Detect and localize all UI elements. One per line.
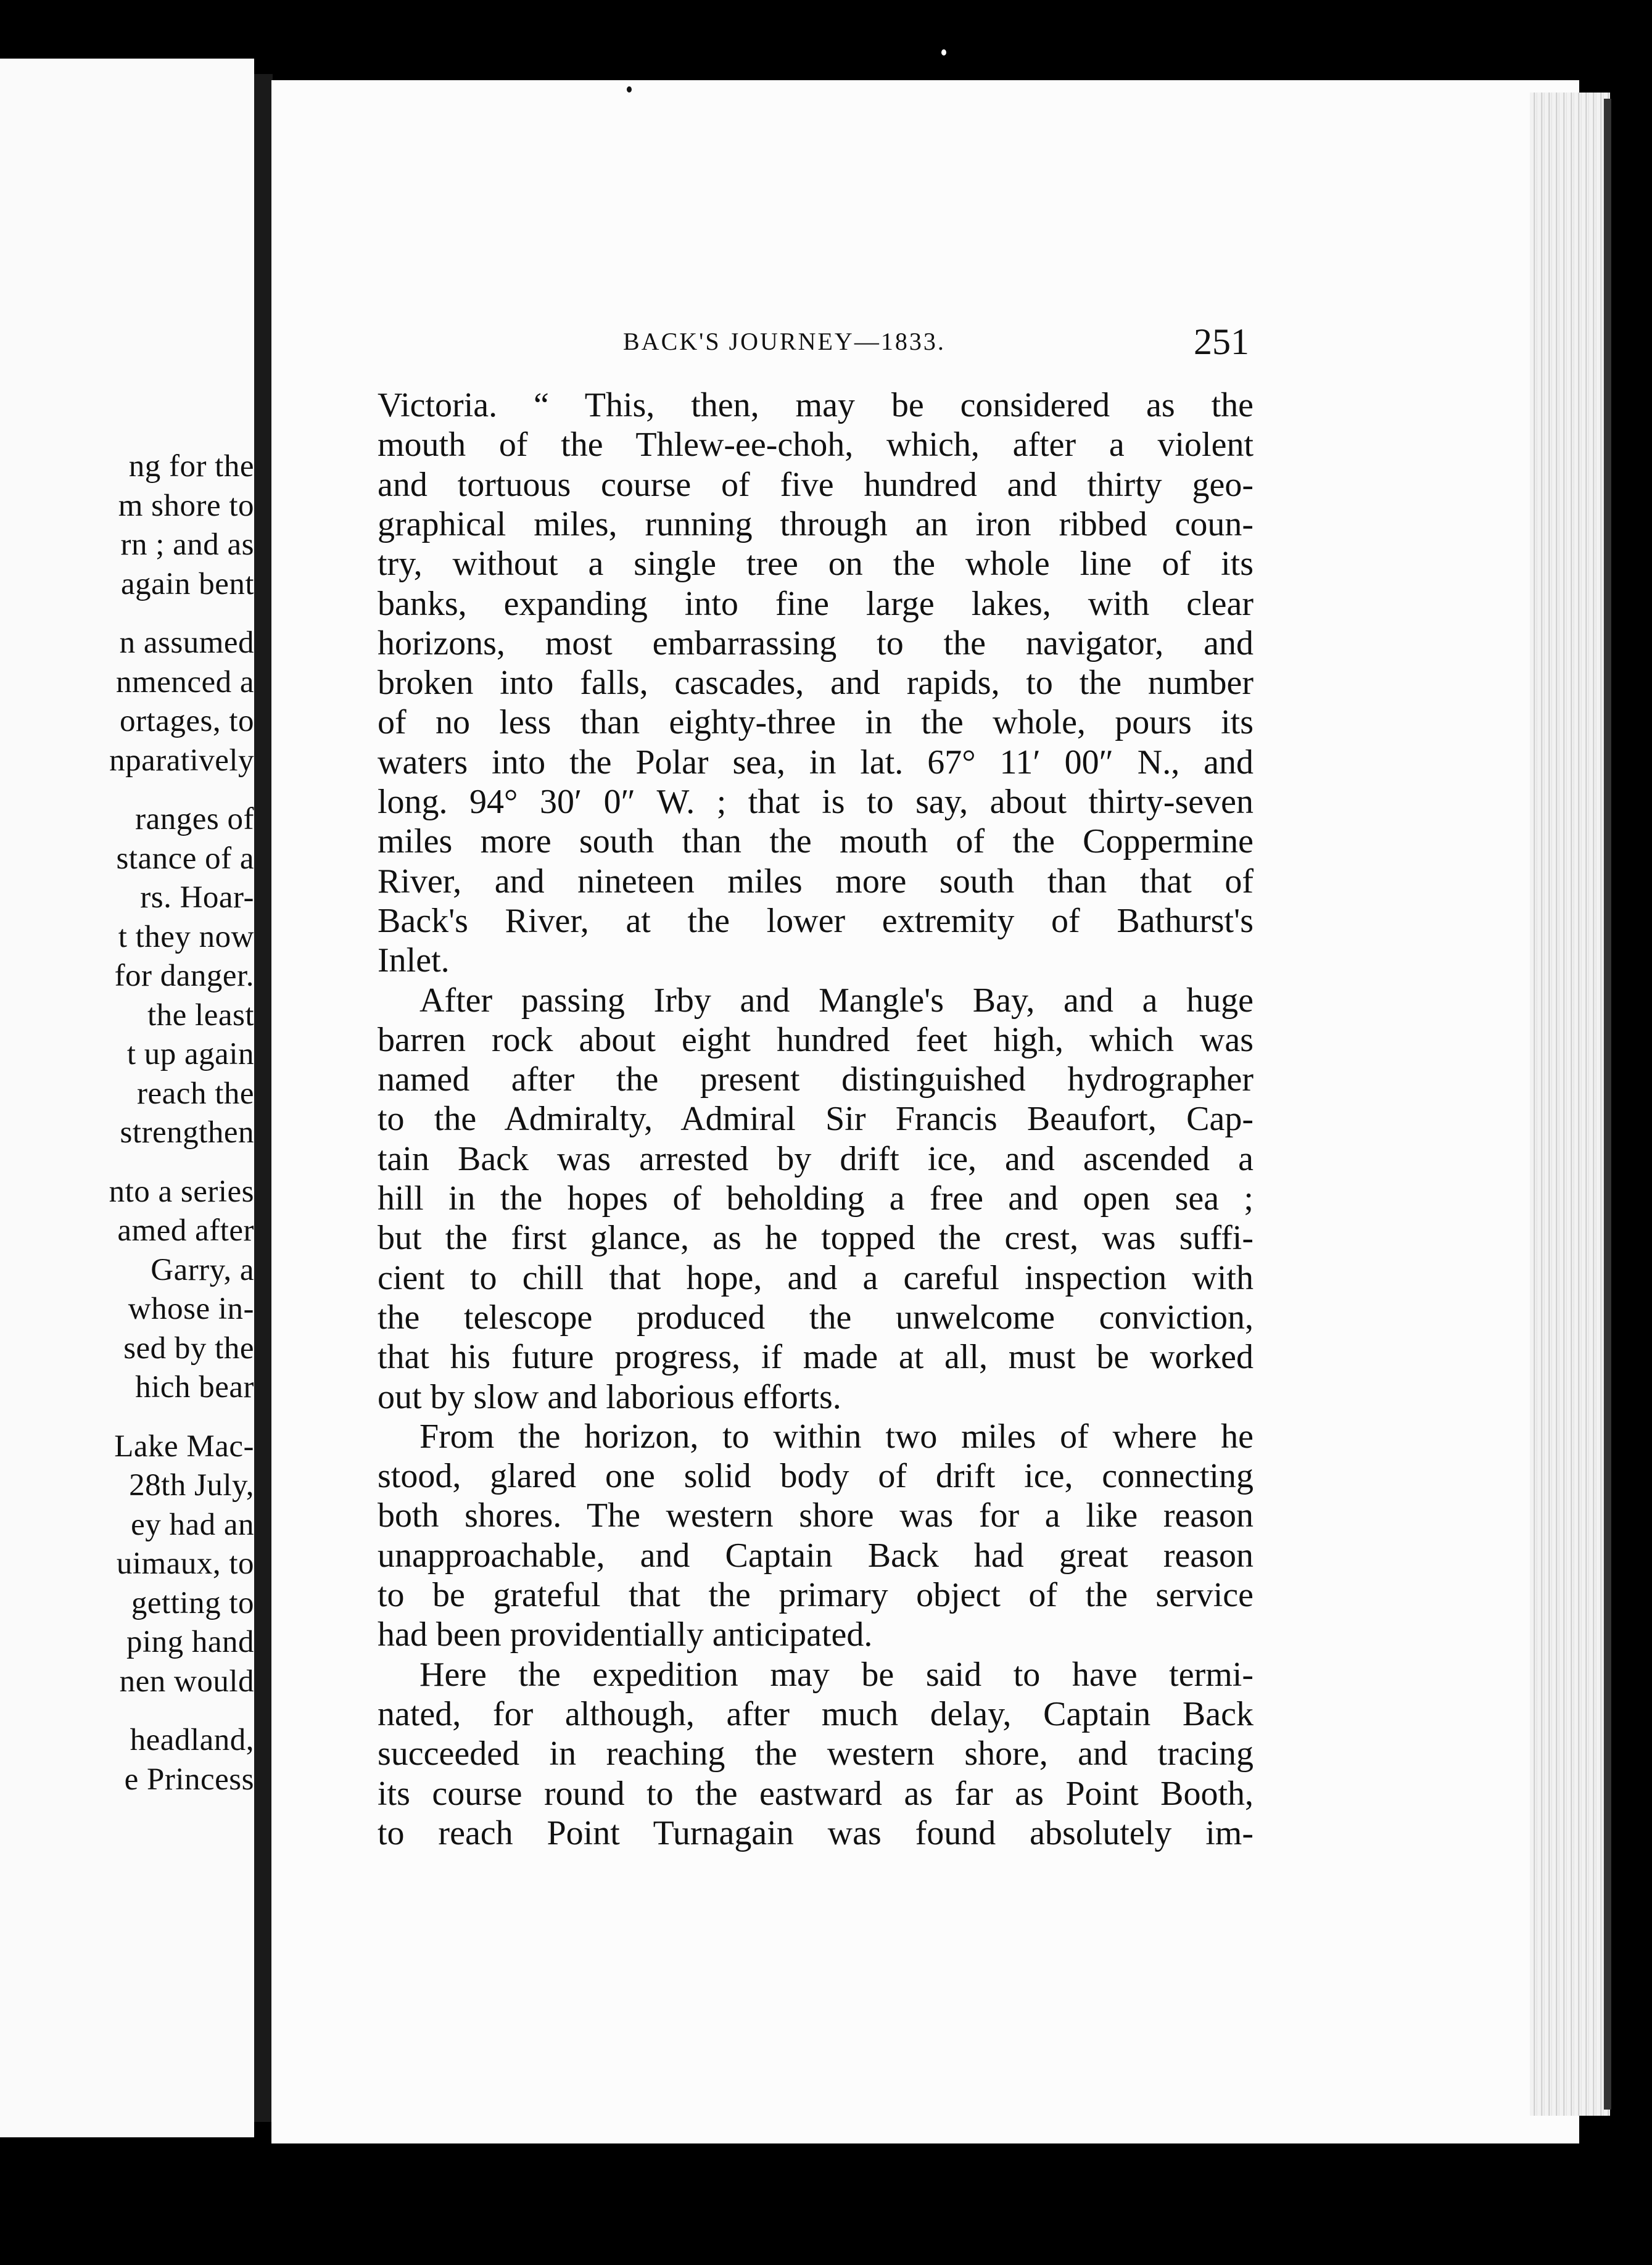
left-page-line: amed after (117, 1213, 254, 1248)
left-page-line: n assumed (119, 625, 254, 660)
left-page-line: t up again (126, 1037, 254, 1071)
left-page-line: strengthen (120, 1115, 254, 1150)
left-page-line: for danger. (114, 959, 254, 993)
left-page-line: m shore to (118, 488, 254, 523)
left-page-line: rn ; and as (120, 527, 254, 562)
speck (627, 86, 632, 93)
text-line: the telescope produced the unwelcome conviction, (378, 1298, 1253, 1337)
page-number: 251 (1194, 321, 1249, 362)
book-gutter (254, 74, 273, 2122)
text-line: unapproachable, and Captain Back had great reason (378, 1536, 1253, 1575)
page-edge-shadow (1604, 99, 1611, 2110)
speck (941, 49, 946, 56)
text-line: cient to chill that hope, and a careful inspection with (378, 1258, 1253, 1297)
left-page-line: stance of a (116, 841, 254, 876)
text-line: tain Back was arrested by drift ice, and ascended a (378, 1139, 1253, 1178)
left-page-line: uimaux, to (116, 1546, 254, 1581)
left-page (0, 59, 254, 2137)
text-line: River, and nineteen miles more south than that of (378, 862, 1253, 901)
text-line: After passing Irby and Mangle's Bay, and a huge (419, 981, 1253, 1020)
left-page-line: ranges of (135, 802, 254, 836)
left-page-line: nto a series (109, 1174, 254, 1209)
left-page-line: e Princess (124, 1762, 254, 1797)
text-line: mouth of the Thlew-ee-choh, which, after a violent (378, 426, 1253, 464)
left-page-line: 28th July, (129, 1468, 254, 1503)
left-page-line: again bent (121, 566, 254, 601)
text-line: From the horizon, to within two miles of where he (419, 1417, 1253, 1456)
text-line: Here the expedition may be said to have termi- (419, 1655, 1253, 1694)
text-line: nated, for although, after much delay, Captain Back (378, 1694, 1253, 1733)
left-page-line: nen would (119, 1664, 254, 1699)
page-edges (1530, 93, 1610, 2116)
left-page-line: Lake Mac- (114, 1429, 254, 1464)
left-page-line: hich bear (135, 1370, 254, 1405)
left-page-line: rs. Hoar- (140, 880, 254, 915)
text-line: try, without a single tree on the whole line of its (378, 545, 1253, 584)
text-line: of no less than eighty-three in the whole, pours its (378, 703, 1253, 742)
left-page-line: nparatively (109, 743, 254, 778)
text-line: had been providentially anticipated. (378, 1615, 873, 1654)
left-page-line: headland, (130, 1723, 254, 1757)
left-page-line: ping hand (126, 1625, 254, 1659)
text-line: miles more south than the mouth of the Coppermine (378, 822, 1253, 861)
text-line: horizons, most embarrassing to the navigator, and (378, 624, 1253, 662)
text-line: Victoria. “ This, then, may be considered as the (378, 386, 1253, 424)
left-page-line: ey had an (131, 1507, 254, 1542)
text-line: broken into falls, cascades, and rapids, to the number (378, 664, 1253, 703)
left-page-line: sed by the (123, 1331, 254, 1366)
text-line: succeeded in reaching the western shore, and tracing (378, 1735, 1253, 1773)
left-page-line: t they now (118, 919, 254, 954)
left-page-line: Garry, a (151, 1252, 254, 1287)
running-head: BACK'S JOURNEY—1833. (623, 328, 946, 355)
text-line: hill in the hopes of beholding a free and open sea ; (378, 1179, 1253, 1218)
text-line: to be grateful that the primary object of the service (378, 1576, 1253, 1614)
text-line: named after the present distinguished hydrographer (378, 1060, 1253, 1099)
text-line: to the Admiralty, Admiral Sir Francis Beaufort, Cap- (378, 1100, 1253, 1139)
text-line: barren rock about eight hundred feet high, which was (378, 1020, 1253, 1059)
left-page-line: nmenced a (116, 664, 254, 699)
text-line: out by slow and laborious efforts. (378, 1377, 841, 1416)
left-page-line: getting to (131, 1585, 254, 1620)
text-line: both shores. The western shore was for a like reason (378, 1496, 1253, 1535)
left-page-line: ng for the (128, 449, 254, 484)
left-page-line: ortages, to (120, 704, 254, 738)
text-line: but the first glance, as he topped the crest, was suffi- (378, 1219, 1253, 1258)
text-line: graphical miles, running through an iron ribbed coun- (378, 505, 1253, 543)
text-line: its course round to the eastward as far as Point Booth, (378, 1774, 1253, 1813)
left-page-line: the least (147, 997, 254, 1033)
text-line: to reach Point Turnagain was found absolutely im- (378, 1813, 1253, 1852)
left-page-line: reach the (137, 1076, 254, 1111)
text-line: Inlet. (378, 941, 450, 980)
text-line: banks, expanding into fine large lakes, with clear (378, 584, 1253, 623)
text-line: that his future progress, if made at all, must be worked (378, 1338, 1253, 1377)
left-page-line: whose in- (128, 1292, 254, 1326)
text-line: waters into the Polar sea, in lat. 67° 11′ 00″ N., and (378, 743, 1253, 782)
text-line: Back's River, at the lower extremity of Bathurst's (378, 901, 1253, 940)
text-line: stood, glared one solid body of drift ice, connecting (378, 1457, 1253, 1496)
text-line: long. 94° 30′ 0″ W. ; that is to say, about thirty-seven (378, 783, 1253, 821)
text-line: and tortuous course of five hundred and thirty geo- (378, 465, 1253, 504)
